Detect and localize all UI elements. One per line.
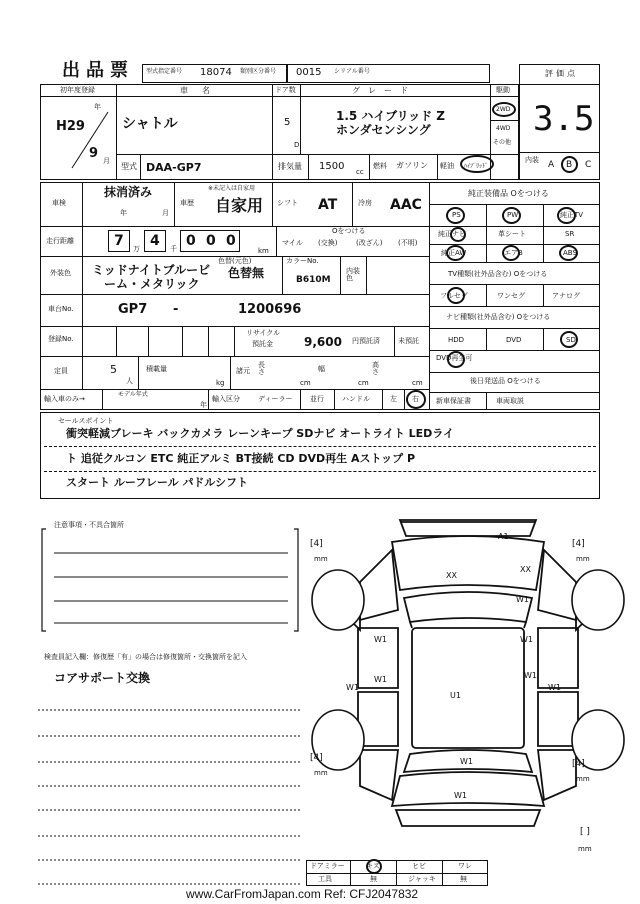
doors-d: D	[294, 141, 300, 149]
displacement-label: 排気量	[278, 162, 302, 171]
interior-a: A	[548, 160, 555, 170]
handle-right: 右	[412, 395, 419, 403]
mark-right-front-door: W1	[520, 635, 533, 644]
mark-left-front-door: W1	[374, 635, 387, 644]
width-label: 幅	[318, 365, 325, 373]
mark-roof: U1	[450, 691, 461, 700]
width-cm: cm	[358, 379, 369, 387]
tread-front-left: [4]	[310, 539, 323, 549]
length-cm: cm	[300, 379, 311, 387]
color-line-1: ミッドナイトブルービ	[92, 263, 211, 277]
tread-spare: [ ]	[580, 827, 590, 837]
equip-airbag-circle	[502, 245, 520, 261]
mileage-digit-3: 0	[186, 233, 196, 249]
car-name-label: 車名	[180, 86, 224, 95]
equip-pw: PW	[507, 211, 519, 219]
tv-fullseg: フルセグ	[440, 292, 468, 300]
after-warranty: 新車保証書	[436, 397, 471, 405]
interior-color-label: 内装色	[346, 267, 360, 282]
interior-b: B	[566, 160, 573, 170]
dealer-label: ディーラー	[258, 395, 293, 403]
inspector-note: コアサポート交換	[54, 671, 151, 685]
orig-color-value: 色替無	[228, 266, 265, 280]
notes-bracket	[40, 527, 302, 635]
jack-none: 無	[460, 875, 467, 883]
inspection-year-unit: 年	[120, 209, 127, 217]
equip-navi: 純正ナビ	[438, 230, 466, 238]
recycle-label-2: 預託金	[252, 340, 273, 348]
mile-label: マイル	[282, 239, 303, 247]
interior-b-circle	[561, 156, 578, 173]
fuel-light-oil: 軽油	[440, 162, 454, 170]
tread-rear-right: [4]	[572, 759, 585, 769]
mark-right-fender: XX	[520, 565, 531, 574]
equip-abs: ABS	[563, 249, 577, 257]
class-number: 0015	[296, 67, 322, 78]
tread-spare-unit: mm	[578, 845, 592, 853]
grade-line-1: 1.5 ハイブリッド Z	[336, 109, 445, 123]
year-unit: 年	[94, 103, 101, 111]
chassis-number: 1200696	[238, 302, 302, 317]
mirror-crack: ヒビ	[412, 862, 426, 870]
month-unit: 月	[103, 157, 110, 165]
mirror-label: ドアミラー	[310, 862, 345, 870]
history-note: ※未記入は自家用	[208, 185, 256, 192]
model-year-unit: 年	[200, 401, 207, 409]
mileage-label: 走行距離	[46, 237, 74, 245]
mileage-circle-note: Oをつける	[332, 227, 366, 235]
tread-front-right: [4]	[572, 539, 585, 549]
mark-left-rear-door: W1	[374, 675, 387, 684]
score-label: 評価点	[545, 69, 578, 78]
watermark: www.CarFromJapan.com Ref: CFJ2047832	[186, 887, 419, 901]
mileage-digit-4: 0	[206, 233, 216, 249]
height-cm: cm	[412, 379, 423, 387]
tools-none: 無	[370, 875, 377, 883]
inspector-lines	[38, 688, 300, 898]
first-reg-year: H29	[56, 119, 85, 134]
fuel-hybrid-circle	[460, 155, 494, 173]
navi-hdd: HDD	[448, 336, 465, 344]
equip-aw: 純正AW	[441, 249, 467, 257]
capacity-value: 5	[110, 363, 117, 376]
after-title: 後日発送品 Oをつける	[470, 377, 541, 385]
tampered-label: (改ざん)	[356, 239, 383, 247]
drive-4wd: 4WD	[496, 125, 511, 132]
unknown-label: (不明)	[398, 239, 418, 247]
handle-label: ハンドル	[342, 395, 370, 403]
ac-value: AAC	[390, 197, 422, 213]
score-value: 3.5	[533, 99, 595, 139]
import-class-label: 輸入区分	[212, 395, 240, 403]
doors-value: 5	[284, 117, 291, 128]
equip-abs-circle	[559, 245, 578, 261]
equip-leather: 革シート	[498, 230, 526, 238]
recycle-deposited: 円預託済	[352, 337, 380, 345]
model-cert-label: 型式指定番号	[146, 68, 183, 75]
mark-left-rocker: W1	[346, 683, 359, 692]
orig-color-label: 色替(元色)	[218, 257, 252, 265]
grade-line-2: ホンダセンシング	[336, 123, 431, 137]
fuel-label: 燃料	[373, 162, 387, 170]
sales-line-1: 衝突軽減ブレーキ バックカメラ レーンキープ SDナビ オートライト LEDライ	[66, 427, 454, 440]
first-reg-label: 初年度登録	[60, 86, 95, 94]
ac-label: 冷房	[358, 199, 372, 207]
sales-label: セールスポイント	[58, 417, 114, 425]
car-name: シャトル	[122, 116, 178, 132]
interior-c: C	[585, 160, 592, 170]
mark-rear-bumper: W1	[454, 791, 467, 800]
mark-right-rear-door: W1	[524, 671, 537, 680]
color-no-value: B610M	[296, 275, 331, 285]
doors-label: ドア数	[275, 86, 296, 94]
shift-label: シフト	[277, 199, 298, 207]
class-label: 類別区分番号	[240, 68, 277, 75]
capacity-label: 定員	[54, 367, 68, 375]
chassis-dash: -	[173, 302, 179, 317]
mark-right-rocker: W1	[548, 683, 561, 692]
mileage-digit-2: 4	[150, 233, 160, 249]
tread-rear-left: [4]	[310, 753, 323, 763]
inspection-value: 抹消済み	[104, 185, 153, 199]
cc-unit: cc	[356, 168, 364, 176]
dims-label: 諸元	[236, 367, 250, 375]
navi-sd: SD	[566, 336, 576, 344]
sheet-title: 出品票	[62, 60, 134, 81]
equip-navi-circle	[450, 227, 466, 242]
model-label: 型式	[121, 162, 137, 171]
chassis-label: 車台No.	[48, 305, 74, 313]
chassis-model: GP7	[118, 302, 148, 317]
fuel-hybrid: ﾊｲﾌﾞﾘｯﾄﾞ	[464, 163, 489, 170]
reg-label: 登録No.	[48, 335, 74, 343]
mark-rear-hatch: W1	[460, 757, 473, 766]
man-unit: 万	[133, 245, 140, 253]
tread-rear-left-unit: mm	[314, 769, 328, 777]
tread-rear-right-unit: mm	[576, 775, 590, 783]
history-label: 車歴	[180, 199, 194, 207]
tv-analog: アナログ	[552, 292, 580, 300]
tread-front-right-unit: mm	[576, 555, 590, 563]
displacement-value: 1500	[319, 161, 345, 172]
sales-line-2: ト 追従クルコン ETC 純正アルミ BT接続 CD DVD再生 Aストップ P	[66, 452, 416, 465]
handle-left: 左	[390, 395, 397, 403]
model-value: DAA-GP7	[146, 161, 202, 174]
mirror-break: ワレ	[458, 862, 472, 870]
sales-line-3: スタート ルーフレール パドルシフト	[66, 476, 248, 489]
equip-ps-circle	[446, 207, 465, 224]
grade-label: グレード	[352, 86, 416, 95]
fuel-gasoline: ガソリン	[396, 161, 428, 170]
inspector-label: 検査員記入欄：修復歴「有」の場合は修復箇所・交換箇所を記入	[44, 653, 247, 661]
mileage-digit-5: 0	[226, 233, 236, 249]
tv-oneseg: ワンセグ	[497, 292, 525, 300]
tread-front-left-unit: mm	[314, 555, 328, 563]
equipment-title: 純正装備品 Oをつける	[468, 189, 549, 198]
drive-2wd: 2WD	[496, 106, 511, 113]
inspection-label: 車検	[52, 199, 66, 207]
km-unit: km	[258, 247, 269, 255]
sen-unit: 千	[170, 245, 177, 253]
parallel-label: 並行	[310, 395, 324, 403]
mirror-scratch-circle	[366, 859, 382, 874]
mark-right-fender-w: W1	[516, 595, 529, 604]
color-label: 外装色	[50, 269, 71, 277]
length-label: 長さ	[258, 361, 265, 376]
navi-sd-circle	[560, 331, 578, 348]
serial-label: シリアル番号	[334, 68, 370, 75]
dvd-playback-circle	[447, 351, 465, 368]
handle-right-circle	[406, 390, 426, 409]
first-reg-month: 9	[89, 146, 99, 161]
history-value: 自家用	[215, 196, 264, 215]
jack-label: ジャッキ	[408, 875, 436, 883]
equip-aw-circle	[446, 245, 465, 261]
kg-unit: kg	[216, 379, 225, 387]
tv-fullseg-circle	[447, 287, 465, 304]
tv-title: TV種類(社外品含む) Oをつける	[448, 270, 548, 278]
recycle-label-1: リサイクル	[246, 329, 281, 337]
equip-tv-circle	[557, 207, 576, 224]
recycle-not-deposited: 未預託	[398, 337, 419, 345]
color-no-label: カラーNo.	[286, 257, 319, 265]
import-only-label: 輸入車のみ→	[44, 395, 85, 403]
interior-grade-label: 内装	[525, 156, 539, 164]
height-label: 高さ	[372, 361, 379, 376]
mark-front-bumper: A1	[498, 532, 509, 541]
drive-label: 駆動	[496, 86, 510, 94]
mark-hood: XX	[446, 571, 457, 580]
notes-label: 注意事項・不具合箇所	[54, 521, 124, 529]
equip-sr: SR	[565, 230, 575, 238]
navi-dvd: DVD	[506, 336, 522, 344]
drive-2wd-circle	[492, 102, 516, 117]
dvd-playback: DVD再生可	[436, 354, 473, 362]
drive-other: その他	[493, 139, 512, 146]
replaced-label: (交換)	[318, 239, 338, 247]
after-manual: 車両取説	[496, 397, 524, 405]
model-cert-number: 18074	[200, 67, 232, 78]
recycle-amount: 9,600	[304, 335, 342, 349]
mileage-digit-1: 7	[114, 233, 124, 249]
inspection-month-unit: 月	[162, 209, 169, 217]
model-year-label: モデル年式	[118, 391, 148, 398]
load-label: 積載量	[146, 365, 167, 373]
equip-airbag: エアB	[504, 249, 523, 257]
equip-pw-circle	[502, 207, 521, 224]
person-unit: 人	[126, 377, 133, 385]
shift-value: AT	[318, 197, 338, 213]
mirror-scratch: キズ	[366, 862, 380, 870]
equip-tv: 純正TV	[560, 211, 584, 219]
color-line-2: ーム・メタリック	[104, 277, 200, 291]
tools-label: 工具	[318, 875, 332, 883]
equip-ps: PS	[452, 211, 461, 219]
navi-title: ナビ種類(社外品含む) Oをつける	[446, 313, 551, 321]
